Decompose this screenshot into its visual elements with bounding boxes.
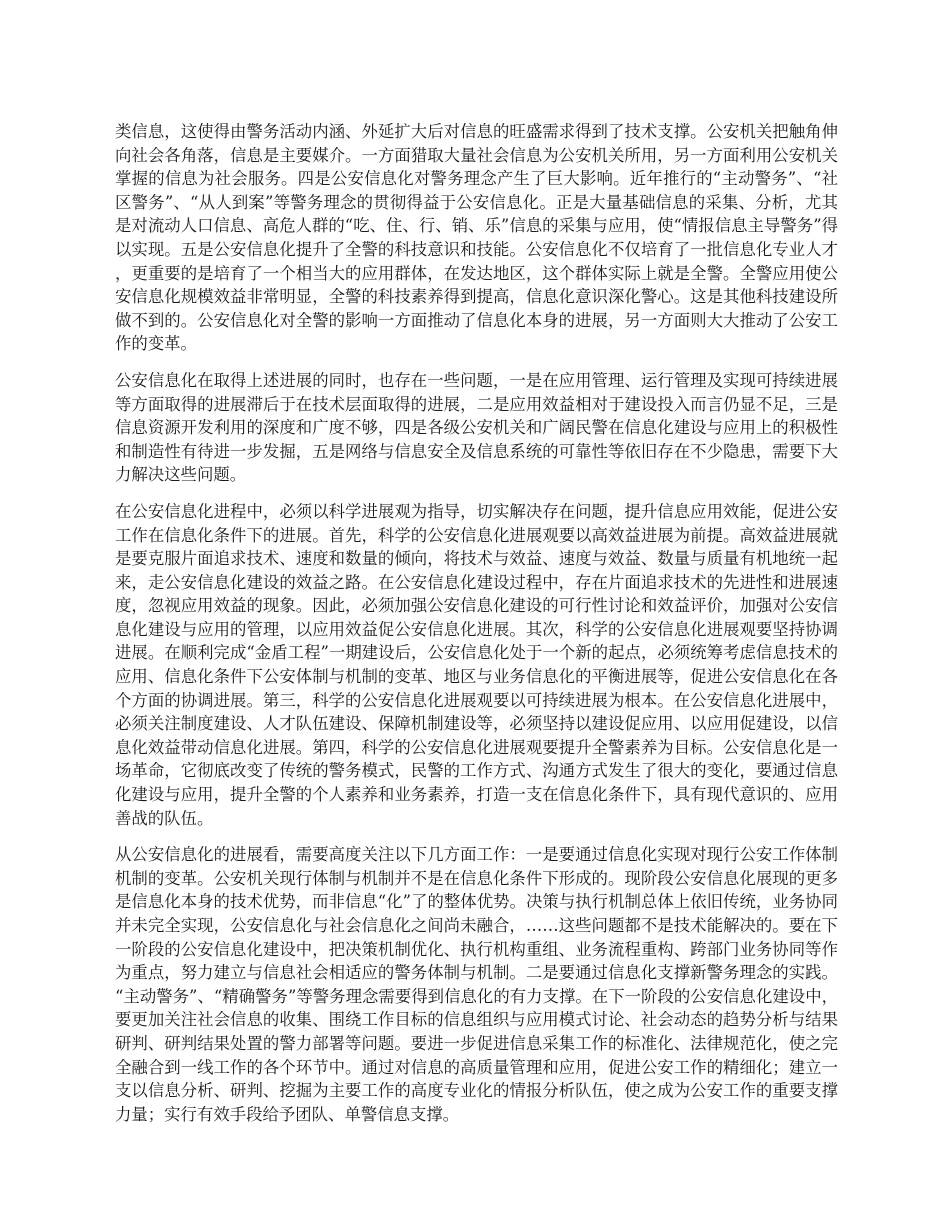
paragraph-3: 在公安信息化进程中，必须以科学进展观为指导，切实解决存在问题，提升信息应用效能，促进公安工作在信息化条件下的进展。首先，科学的公安信息化进展观要以高效益进展为前提。高效益进展就是要克服片面追求技术、速度和数量的倾向，将技术与效益、速度与效益、数量与质量有机地统一起来，走公安信息化建设的效益之路。在公安信息化建设过程中，存在片面追求技术的先进性和进展速度，忽视应用效益的现象。因此，必须加强公安信息化建设的可行性讨论和效益评价，加强对公安信息化建设与应用的管理，以应用效益促公安信息化进展。其次，科学的公安信息化进展观要坚持协调进展。在顺利完成“金盾工程”一期建设后，公安信息化处于一个新的起点，必须统筹考虑信息技术的应用、信息化条件下公安体制与机制的变革、地区与业务信息化的平衡进展等，促进公安信息化在各个方面的协调进展。第三，科学的公安信息化进展观要以可持续进展为根本。在公安信息化进展中，必须关注制度建设、人才队伍建设、保障机制建设等，必须坚持以建设促应用、以应用促建设，以信息化效益带动信息化进展。第四，科学的公安信息化进展观要提升全警素养为目标。公安信息化是一场革命，它彻底改变了传统的警务模式，民警的工作方式、沟通方式发生了很大的变化，要通过信息化建设与应用，提升全警的个人素养和业务素养，打造一支在信息化条件下，具有现代意识的、应用善战的队伍。: [115, 501, 838, 828]
paragraph-2: 公安信息化在取得上述进展的同时，也存在一些问题，一是在应用管理、运行管理及实现可持续进展等方面取得的进展滞后于在技术层面取得的进展，二是应用效益相对于建设投入而言仍显不足，三是信息资源开发利用的深度和广度不够，四是各级公安机关和广阔民警在信息化建设与应用上的积极性和制造性有待进一步发掘，五是网络与信息安全及信息系统的可靠性等依旧存在不少隐患，需要下大力解决这些问题。: [115, 370, 838, 485]
paragraph-4: 从公安信息化的进展看，需要高度关注以下几方面工作：一是要通过信息化实现对现行公安工作体制机制的变革。公安机关现行体制与机制并不是在信息化条件下形成的。现阶段公安信息化展现的更多是信息化本身的技术优势，而非信息“化”了的整体优势。决策与执行机制总体上依旧传统，业务协同并未完全实现，公安信息化与社会信息化之间尚未融合，……这些问题都不是技术能解决的。要在下一阶段的公安信息化建设中，把决策机制优化、执行机构重组、业务流程重构、跨部门业务协同等作为重点，努力建立与信息社会相适应的警务体制与机制。二是要通过信息化支撑新警务理念的实践。“主动警务”、“精确警务”等警务理念需要得到信息化的有力支撑。在下一阶段的公安信息化建设中，要更加关注社会信息的收集、围绕工作目标的信息组织与应用模式讨论、社会动态的趋势分析与结果研判、研判结果处置的警力部署等问题。要进一步促进信息采集工作的标准化、法律规范化，使之完全融合到一线工作的各个环节中。通过对信息的高质量管理和应用，促进公安工作的精细化；建立一支以信息分析、研判、挖掘为主要工作的高度专业化的情报分析队伍，使之成为公安工作的重要支撑力量；实行有效手段给予团队、单警信息支撑。: [115, 845, 838, 1124]
paragraph-1: 类信息，这使得由警务活动内涵、外延扩大后对信息的旺盛需求得到了技术支撑。公安机关把触角伸向社会各角落，信息是主要媒介。一方面猎取大量社会信息为公安机关所用，另一方面利用公安机关掌握的信息为社会服务。四是公安信息化对警务理念产生了巨大影响。近年推行的“主动警务”、“社区警务”、“从人到案”等警务理念的贯彻得益于公安信息化。正是大量基础信息的采集、分析，尤其是对流动人口信息、高危人群的“吃、住、行、销、乐”信息的采集与应用，使“情报信息主导警务”得以实现。五是公安信息化提升了全警的科技意识和技能。公安信息化不仅培育了一批信息化专业人才，更重要的是培育了一个相当大的应用群体，在发达地区，这个群体实际上就是全警。全警应用使公安信息化规模效益非常明显，全警的科技素养得到提高，信息化意识深化警心。这是其他科技建设所做不到的。公安信息化对全警的影响一方面推动了信息化本身的进展，另一方面则大大推动了公安工作的变革。: [115, 122, 838, 354]
document-page: [115, 120, 838, 1139]
